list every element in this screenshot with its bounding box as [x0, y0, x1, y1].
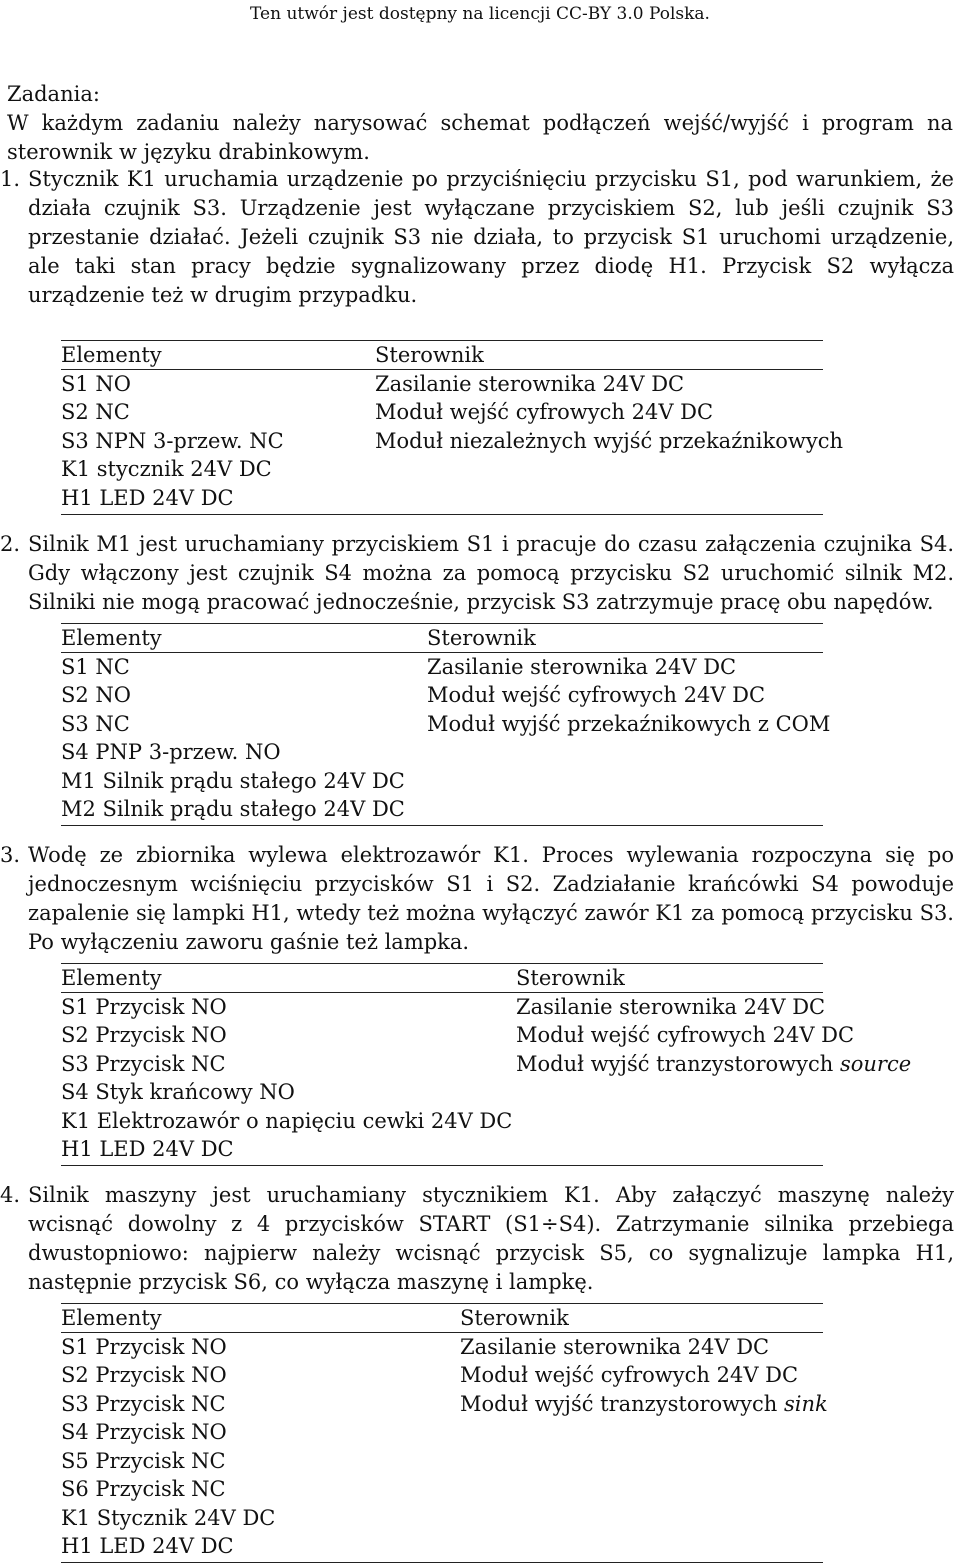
- task-3-table: [61, 963, 912, 1166]
- task-text: Wodę ze zbiornika wylewa elektrozawór K1. Proces wylewania rozpoczyna się po jednoczesnym wciśnięciu przycisków S1 i S2. Zadziałanie krańcówki S4 powoduje zapalenie się lampki H1, wtedy też można wyłączyć zawór K1 za pomocą przycisku S3. Po wyłączeniu zaworu gaśnie też lampka.: [28, 843, 954, 954]
- license-header: Ten utwór jest dostępny na licencji CC-BY 3.0 Polska.: [250, 4, 710, 24]
- controller-column: [460, 1304, 828, 1418]
- task-text: Silnik maszyny jest uruchamiany stycznikiem K1. Aby załączyć maszynę należy wcisnąć dowolny z 4 przycisków START (S1÷S4). Zatrzymanie silnika przebiega dwustopniowo: najpierw należy wcisnąć przycisk S5, co sygnalizuje lampka H1, następnie przycisk S6, co wyłącza maszynę i lampkę.: [28, 1183, 954, 1294]
- element-item: S3 NPN 3-przew. NC: [61, 428, 284, 453]
- element-item: S2 NC: [61, 400, 130, 424]
- element-item: M1 Silnik prądu stałego 24V DC: [61, 768, 405, 793]
- elements-column: [61, 1304, 275, 1561]
- elements-column: [61, 341, 284, 512]
- controller-column: [375, 341, 843, 455]
- elements-column: [61, 624, 405, 824]
- element-item: S1 NO: [61, 371, 132, 396]
- controller-item: Zasilanie sterownika 24V DC: [427, 654, 737, 679]
- element-item: S3 Przycisk NC: [61, 1391, 226, 1416]
- element-item: S2 Przycisk NO: [61, 1363, 227, 1387]
- element-item: H1 LED 24V DC: [61, 485, 234, 510]
- element-item: S4 PNP 3-przew. NO: [61, 740, 281, 764]
- controller-item: [460, 1390, 828, 1419]
- elements-column: [61, 964, 512, 1164]
- column-header: Sterownik: [427, 626, 536, 650]
- controller-item: Moduł wejść cyfrowych 24V DC: [460, 1363, 799, 1387]
- task-4-table: [61, 1303, 828, 1563]
- element-item: S1 NC: [61, 654, 130, 679]
- controller-item-suffix: sink: [783, 1391, 828, 1416]
- intro-text: W każdym zadaniu należy narysować schemat podłączeń wejść/wyjść i program na sterownik w języku drabinkowym.: [7, 111, 953, 164]
- element-item: S2 NO: [61, 683, 132, 707]
- controller-item: Moduł wejść cyfrowych 24V DC: [427, 683, 766, 707]
- column-header: Sterownik: [516, 966, 625, 990]
- element-item: M2 Silnik prądu stałego 24V DC: [61, 797, 405, 821]
- task-4: [0, 1181, 954, 1297]
- controller-item-text: Moduł wyjść tranzystorowych: [516, 1051, 834, 1076]
- intro-title: Zadania:: [7, 82, 100, 106]
- element-item: K1 Stycznik 24V DC: [61, 1505, 276, 1530]
- element-item: S3 Przycisk NC: [61, 1051, 226, 1076]
- column-header: Elementy: [61, 626, 162, 650]
- element-item: S4 Przycisk NO: [61, 1420, 227, 1444]
- controller-item-suffix: source: [839, 1051, 912, 1076]
- element-item: S1 Przycisk NO: [61, 1334, 227, 1359]
- controller-item: Moduł wejść cyfrowych 24V DC: [375, 400, 714, 424]
- controller-item: Moduł wejść cyfrowych 24V DC: [516, 1023, 855, 1047]
- task-number: 3.: [0, 843, 21, 867]
- task-2: [0, 530, 954, 617]
- column-header: Elementy: [61, 343, 162, 367]
- controller-item: Zasilanie sterownika 24V DC: [516, 994, 826, 1019]
- controller-item: Moduł wyjść przekaźnikowych z COM: [427, 711, 831, 736]
- task-text: Silnik M1 jest uruchamiany przyciskiem S1 i pracuje do czasu załączenia czujnika S4. Gdy włączony jest czujnik S4 można za pomocą przycisku S2 uruchomić silnik M2. Silniki nie mogą pracować jednocześnie, przycisk S3 zatrzymuje pracę obu napędów.: [28, 532, 954, 614]
- task-3: [0, 841, 954, 957]
- element-item: S1 Przycisk NO: [61, 994, 227, 1019]
- controller-item: [516, 1050, 911, 1079]
- task-1: [0, 165, 954, 310]
- task-2-table: [61, 623, 831, 826]
- task-text: Stycznik K1 uruchamia urządzenie po przyciśnięciu przycisku S1, pod warunkiem, że działa czujnik S3. Urządzenie jest wyłączane przyciskiem S2, lub jeśli czujnik S3 przestanie działać. Jeżeli czujnik S3 nie działa, to przycisk S1 uruchomi urządzenie, ale taki stan pracy będzie sygnalizowany przez diodę H1. Przycisk S2 wyłącza urządzenie też w drugim przypadku.: [28, 167, 954, 307]
- controller-item: Moduł niezależnych wyjść przekaźnikowych: [375, 428, 843, 453]
- element-item: S6 Przycisk NC: [61, 1477, 226, 1501]
- column-header: Sterownik: [460, 1306, 569, 1330]
- element-item: H1 LED 24V DC: [61, 1534, 234, 1558]
- task-number: 4.: [0, 1183, 21, 1207]
- intro-section: [7, 80, 953, 167]
- element-item: S3 NC: [61, 711, 130, 736]
- element-item: S2 Przycisk NO: [61, 1023, 227, 1047]
- controller-item: Zasilanie sterownika 24V DC: [375, 371, 685, 396]
- column-header: Sterownik: [375, 343, 484, 367]
- column-header: Elementy: [61, 966, 162, 990]
- element-item: K1 Elektrozawór o napięciu cewki 24V DC: [61, 1108, 513, 1133]
- element-item: K1 stycznik 24V DC: [61, 457, 272, 481]
- task-1-table: [61, 340, 843, 515]
- controller-column: [516, 964, 911, 1078]
- element-item: H1 LED 24V DC: [61, 1137, 234, 1161]
- controller-column: [427, 624, 830, 738]
- element-item: S4 Styk krańcowy NO: [61, 1080, 295, 1104]
- column-header: Elementy: [61, 1306, 162, 1330]
- task-number: 2.: [0, 532, 21, 556]
- element-item: S5 Przycisk NC: [61, 1448, 226, 1473]
- task-number: 1.: [0, 167, 21, 191]
- controller-item: Zasilanie sterownika 24V DC: [460, 1334, 770, 1359]
- controller-item-text: Moduł wyjść tranzystorowych: [460, 1391, 778, 1416]
